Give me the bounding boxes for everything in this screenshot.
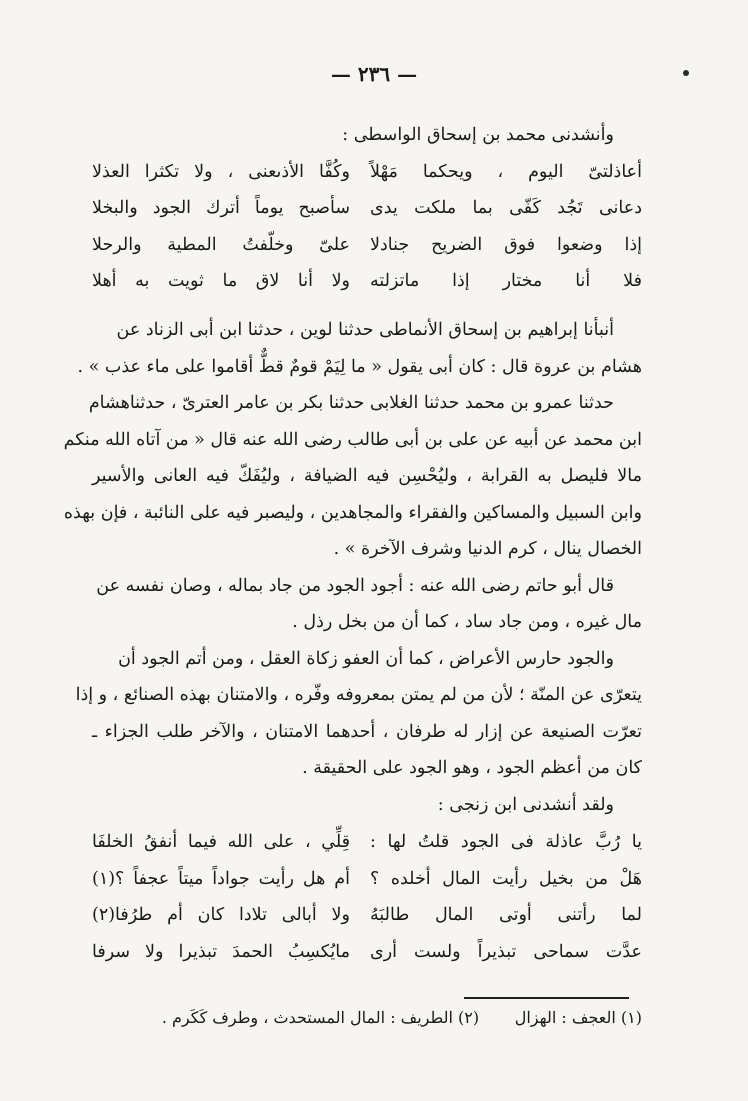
footnote-divider — [464, 997, 629, 999]
verse-line — [92, 824, 642, 861]
verse-right: لما رأتنى أوتى المال طالبَهُ — [370, 905, 642, 925]
verse-line — [92, 861, 642, 898]
verse-left: ولا أبالى تلادا كان أم طرُفا(٢) — [92, 905, 350, 925]
verse-left: ولا أنا لاق ما ثويت به أهلا — [92, 271, 350, 291]
footnote-1: (١) العجف : الهزال — [514, 1008, 642, 1027]
ink-dot — [683, 70, 689, 76]
verse-line — [92, 934, 642, 971]
verse-right: هَلْ من بخيل رأيت المال أخلده ؟ — [370, 868, 642, 889]
paragraph-line: هشام بن عروة قال : كان أبى يقول « ما لِيَمْ قومٌ قطٌّ أقاموا على ماء عذب » . — [77, 356, 642, 377]
verse-line — [92, 263, 642, 300]
verse-line — [92, 190, 642, 227]
footnotes — [92, 1008, 642, 1027]
verse-line — [92, 897, 642, 934]
paragraph-line: أنبأنا إبراهيم بن إسحاق الأنماطى حدثنا لوين ، حدثنا ابن أبى الزناد عن — [116, 320, 614, 340]
verse-right: إذا وضعوا فوق الضريح جنادلا — [370, 234, 642, 255]
paragraph-line: ابن محمد عن أبيه عن على بن أبى طالب رضى الله عنه قال « من آتاه الله منكم — [63, 429, 642, 450]
verse-left: قِلِّي ، على الله فيما أنفقُ الخلفَا — [92, 832, 350, 852]
paragraph-line: قال أبو حاتم رضى الله عنه : أجود الجود من جاد بماله ، وصان نفسه عن — [96, 575, 614, 596]
intro-line: وأنشدنى محمد بن إسحاق الواسطى : — [342, 125, 614, 145]
intro-line: ولقد أنشدنى ابن زنجى : — [437, 794, 614, 815]
paragraph-line: تعرّت الصنيعة عن إزار له طرفان ، أحدهما الامتنان ، والآخر طلب الجزاء ـ — [92, 721, 642, 742]
verse-right: أعاذلتىّ اليوم ، ويحكما مَهْلاً — [370, 161, 642, 182]
verse-left: مايُكسِبُ الحمدَ تبذيرا ولا سرفا — [92, 941, 350, 962]
verse-right: فلا أنا مختار إذا ماتزلته — [370, 271, 642, 291]
verse-left: علىّ وخلّفتُ المطية والرحلا — [92, 234, 350, 255]
verse-line — [92, 227, 642, 264]
verse-right: دعانى تَجُد كَفّى بما ملكت يدى — [370, 198, 642, 218]
verse-right: عدَّت سماحى تبذيراً ولست أرى — [370, 941, 642, 962]
page-number: — ٢٣٦ — — [330, 62, 418, 86]
paragraph-line: وابن السبيل والمساكين والفقراء والمجاهدين ، وليصبر فيه على النائبة ، فإن بهذه — [63, 502, 642, 523]
verse-right: يا رُبَّ عاذلة فى الجود قلتُ لها : — [370, 832, 642, 852]
paragraph-line: مال غيره ، ومن جاد ساد ، كما أن من بخل رذل . — [292, 612, 642, 632]
paragraph-line: الخصال ينال ، كرم الدنيا وشرف الآخرة » . — [333, 539, 642, 559]
prose-block — [63, 312, 642, 823]
paragraph-line: مالا فليصل به القرابة ، وليُحْسِن فيه الضيافة ، وليُفَكّ فيه العانى والأسير — [92, 466, 642, 486]
verse-left: وكُفَّا الأذىعنى ، ولا تكثرا العذلا — [92, 161, 350, 182]
footnote-2: (٢) الطريف : المال المستحدث ، وطرف كَكَرم . — [161, 1008, 480, 1027]
verse-left: سأصبح يوماً أترك الجود والبخلا — [92, 198, 350, 218]
paragraph-line: يتعرّى عن المنّة ؛ لأن من لم يمتن بمعروفه وفّره ، والامتنان بهذه الصنائع ، و إذا — [75, 685, 642, 705]
paragraph-line: والجود حارس الأعراض ، كما أن العفو زكاة العقل ، ومن أتم الجود أن — [118, 648, 614, 669]
verse-left: أم هل رأيت جواداً ميتاً عجفاً ؟(١) — [92, 868, 350, 889]
paragraph-line: كان من أعظم الجود ، وهو الجود على الحقيقة . — [302, 758, 642, 778]
verse-line — [92, 154, 642, 191]
paragraph-line: حدثنا عمرو بن محمد حدثنا الغلابى حدثنا بكر بن عامر العترىّ ، حدثناهشام — [88, 393, 614, 413]
poem-block-1 — [92, 117, 642, 300]
poem-block-2 — [92, 824, 642, 970]
